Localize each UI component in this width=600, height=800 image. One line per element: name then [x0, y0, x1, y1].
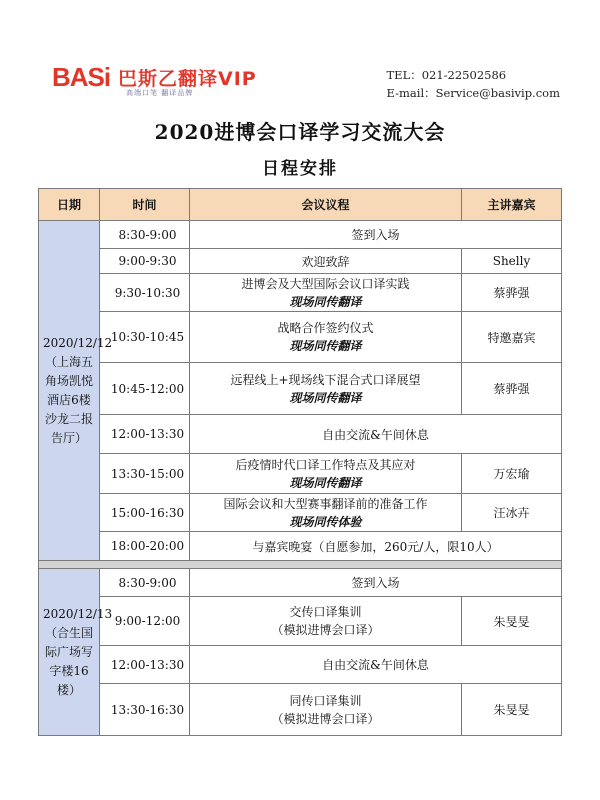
table-row: [39, 494, 562, 532]
row-agenda: 与嘉宾晚宴（自愿参加，260元/人，限10人）: [190, 532, 562, 561]
table-row: [39, 684, 562, 736]
agenda-note: 现场同传体验: [289, 514, 362, 529]
contact-email[interactable]: E-mail：Service@basivip.com: [386, 86, 560, 100]
row-agenda: [190, 597, 462, 646]
agenda-title: 进博会及大型国际会议口译实践: [241, 276, 410, 291]
table-header-row: [39, 189, 562, 221]
row-time: 9:00-9:30: [100, 249, 190, 274]
agenda-title: 交传口译集训: [289, 605, 362, 619]
header-time: 时间: [100, 189, 190, 221]
logo-tagline: 高端口笔 翻译品牌: [126, 89, 194, 97]
logo-basi-text: BASi: [52, 62, 111, 92]
contact-tel: TEL：021-22502586: [386, 68, 507, 82]
agenda-title: 国际会议和大型赛事翻译前的准备工作: [223, 496, 428, 511]
row-agenda: [190, 274, 462, 312]
row-time: 13:30-15:00: [100, 454, 190, 494]
row-time: 8:30-9:00: [100, 221, 190, 249]
agenda-title: 远程线上+现场线下混合式口译展望: [230, 372, 421, 387]
table-row: [39, 646, 562, 684]
table-row: [39, 249, 562, 274]
agenda-note: 现场同传翻译: [289, 339, 362, 353]
agenda-note: （模拟进博会口译）: [271, 711, 380, 726]
day1-date: 2020/12/12（上海五角场凯悦酒店6楼沙龙二报告厅）: [39, 221, 100, 561]
contact-info: [387, 66, 560, 102]
table-row: [39, 597, 562, 646]
row-agenda: [190, 363, 462, 415]
row-time: 10:45-12:00: [100, 363, 190, 415]
row-agenda: 欢迎致辞: [190, 249, 462, 274]
logo-chinese-name: 巴斯乙翻译VIP: [118, 68, 257, 90]
header-date: 日期: [39, 189, 100, 221]
agenda-note: （模拟进博会口译）: [271, 623, 380, 637]
row-agenda: 签到入场: [190, 569, 562, 597]
table-row: [39, 532, 562, 561]
row-agenda: [190, 494, 462, 532]
agenda-title: 战略合作签约仪式: [277, 321, 374, 335]
table-row: [39, 274, 562, 312]
row-agenda: [190, 684, 462, 736]
agenda-title: 同传口译集训: [289, 693, 362, 708]
page-subtitle: 日程安排: [262, 159, 338, 179]
row-time: 12:00-13:30: [100, 646, 190, 684]
row-agenda: 自由交流&午间休息: [190, 415, 562, 454]
table-row: [39, 221, 562, 249]
table-row: [39, 312, 562, 363]
page-title: 2020进博会口译学习交流大会: [154, 120, 446, 144]
row-time: 12:00-13:30: [100, 415, 190, 454]
day-separator: [39, 561, 562, 569]
row-speaker: 万宏瑜: [462, 454, 562, 494]
row-time: 9:30-10:30: [100, 274, 190, 312]
day2-date: 2020/12/13（合生国际广场写字楼16楼）: [39, 569, 100, 736]
row-speaker: 汪冰卉: [462, 494, 562, 532]
table-row: [39, 415, 562, 454]
row-speaker: 特邀嘉宾: [462, 312, 562, 363]
agenda-note: 现场同传翻译: [289, 390, 362, 405]
row-time: 18:00-20:00: [100, 532, 190, 561]
row-time: 15:00-16:30: [100, 494, 190, 532]
row-time: 13:30-16:30: [100, 684, 190, 736]
brand-logo: [52, 62, 262, 100]
row-time: 8:30-9:00: [100, 569, 190, 597]
row-agenda: 签到入场: [190, 221, 562, 249]
table-row: [39, 363, 562, 415]
row-speaker: 蔡骅强: [462, 274, 562, 312]
agenda-title: 后疫情时代口译工作特点及其应对: [235, 457, 416, 472]
row-agenda: [190, 454, 462, 494]
row-speaker: Shelly: [462, 249, 562, 274]
row-speaker: 朱旻旻: [462, 597, 562, 646]
row-agenda: [190, 312, 462, 363]
row-agenda: 自由交流&午间休息: [190, 646, 562, 684]
row-speaker: 朱旻旻: [462, 684, 562, 736]
agenda-note: 现场同传翻译: [289, 475, 362, 490]
row-time: 9:00-12:00: [100, 597, 190, 646]
header-speaker: 主讲嘉宾: [462, 189, 562, 221]
table-row: [39, 454, 562, 494]
row-time: 10:30-10:45: [100, 312, 190, 363]
row-speaker: 蔡骅强: [462, 363, 562, 415]
schedule-table: [38, 188, 562, 736]
header-agenda: 会议议程: [190, 189, 462, 221]
agenda-note: 现场同传翻译: [289, 294, 362, 309]
table-row: [39, 569, 562, 597]
